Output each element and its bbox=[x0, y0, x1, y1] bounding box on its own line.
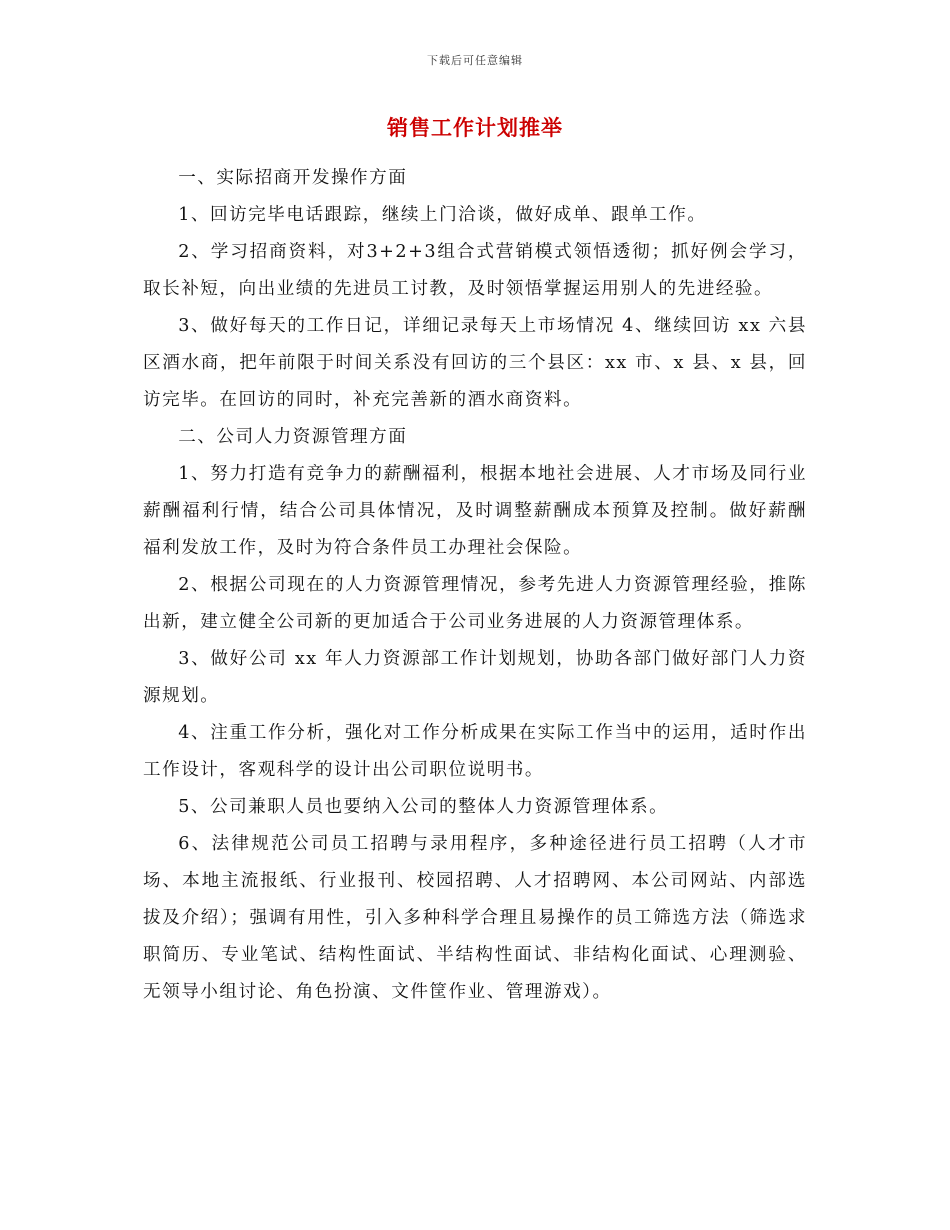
paragraph: 2、根据公司现在的人力资源管理情况，参考先进人力资源管理经验，推陈出新，建立健全公司新的更加适合于公司业务进展的人力资源管理体系。 bbox=[143, 575, 807, 632]
paragraph: 2、学习招商资料，对3+2+3组合式营销模式领悟透彻；抓好例会学习，取长补短，向出业绩的先进员工讨教，及时领悟掌握运用别人的先进经验。 bbox=[143, 242, 807, 299]
paragraph: 4、注重工作分析，强化对工作分析成果在实际工作当中的运用，适时作出工作设计，客观科学的设计出公司职位说明书。 bbox=[143, 723, 807, 780]
document-body bbox=[143, 160, 807, 1011]
paragraph: 1、努力打造有竞争力的薪酬福利，根据本地社会进展、人才市场及同行业薪酬福利行情，结合公司具体情况，及时调整薪酬成本预算及控制。做好薪酬福利发放工作，及时为符合条件员工办理社会保险。 bbox=[143, 464, 807, 558]
paragraph: 3、做好公司 xx 年人力资源部工作计划规划，协助各部门做好部门人力资源规划。 bbox=[143, 649, 807, 706]
document-title: 销售工作计划推举 bbox=[387, 115, 563, 140]
paragraph: 5、公司兼职人员也要纳入公司的整体人力资源管理体系。 bbox=[178, 797, 669, 817]
section-heading-2: 二、公司人力资源管理方面 bbox=[178, 427, 408, 447]
paragraph: 1、回访完毕电话跟踪，继续上门洽谈，做好成单、跟单工作。 bbox=[178, 205, 707, 225]
section-heading-1: 一、实际招商开发操作方面 bbox=[178, 168, 408, 188]
paragraph: 3、做好每天的工作日记，详细记录每天上市场情况 4、继续回访 xx 六县区酒水商，把年前限于时间关系没有回访的三个县区：xx 市、x 县、x 县，回访完毕。在回访的同时，补充完善新的酒水商资料。 bbox=[143, 316, 807, 410]
paragraph: 6、法律规范公司员工招聘与录用程序，多种途径进行员工招聘（人才市场、本地主流报纸、行业报刊、校园招聘、人才招聘网、本公司网站、内部选拔及介绍）；强调有用性，引入多种科学合理且易操作的员工筛选方法（筛选求职简历、专业笔试、结构性面试、半结构性面试、非结构化面试、心理测验、无领导小组讨论、角色扮演、文件筐作业、管理游戏）。 bbox=[143, 834, 807, 1002]
page-header: 下载后可任意编辑 bbox=[427, 54, 523, 67]
